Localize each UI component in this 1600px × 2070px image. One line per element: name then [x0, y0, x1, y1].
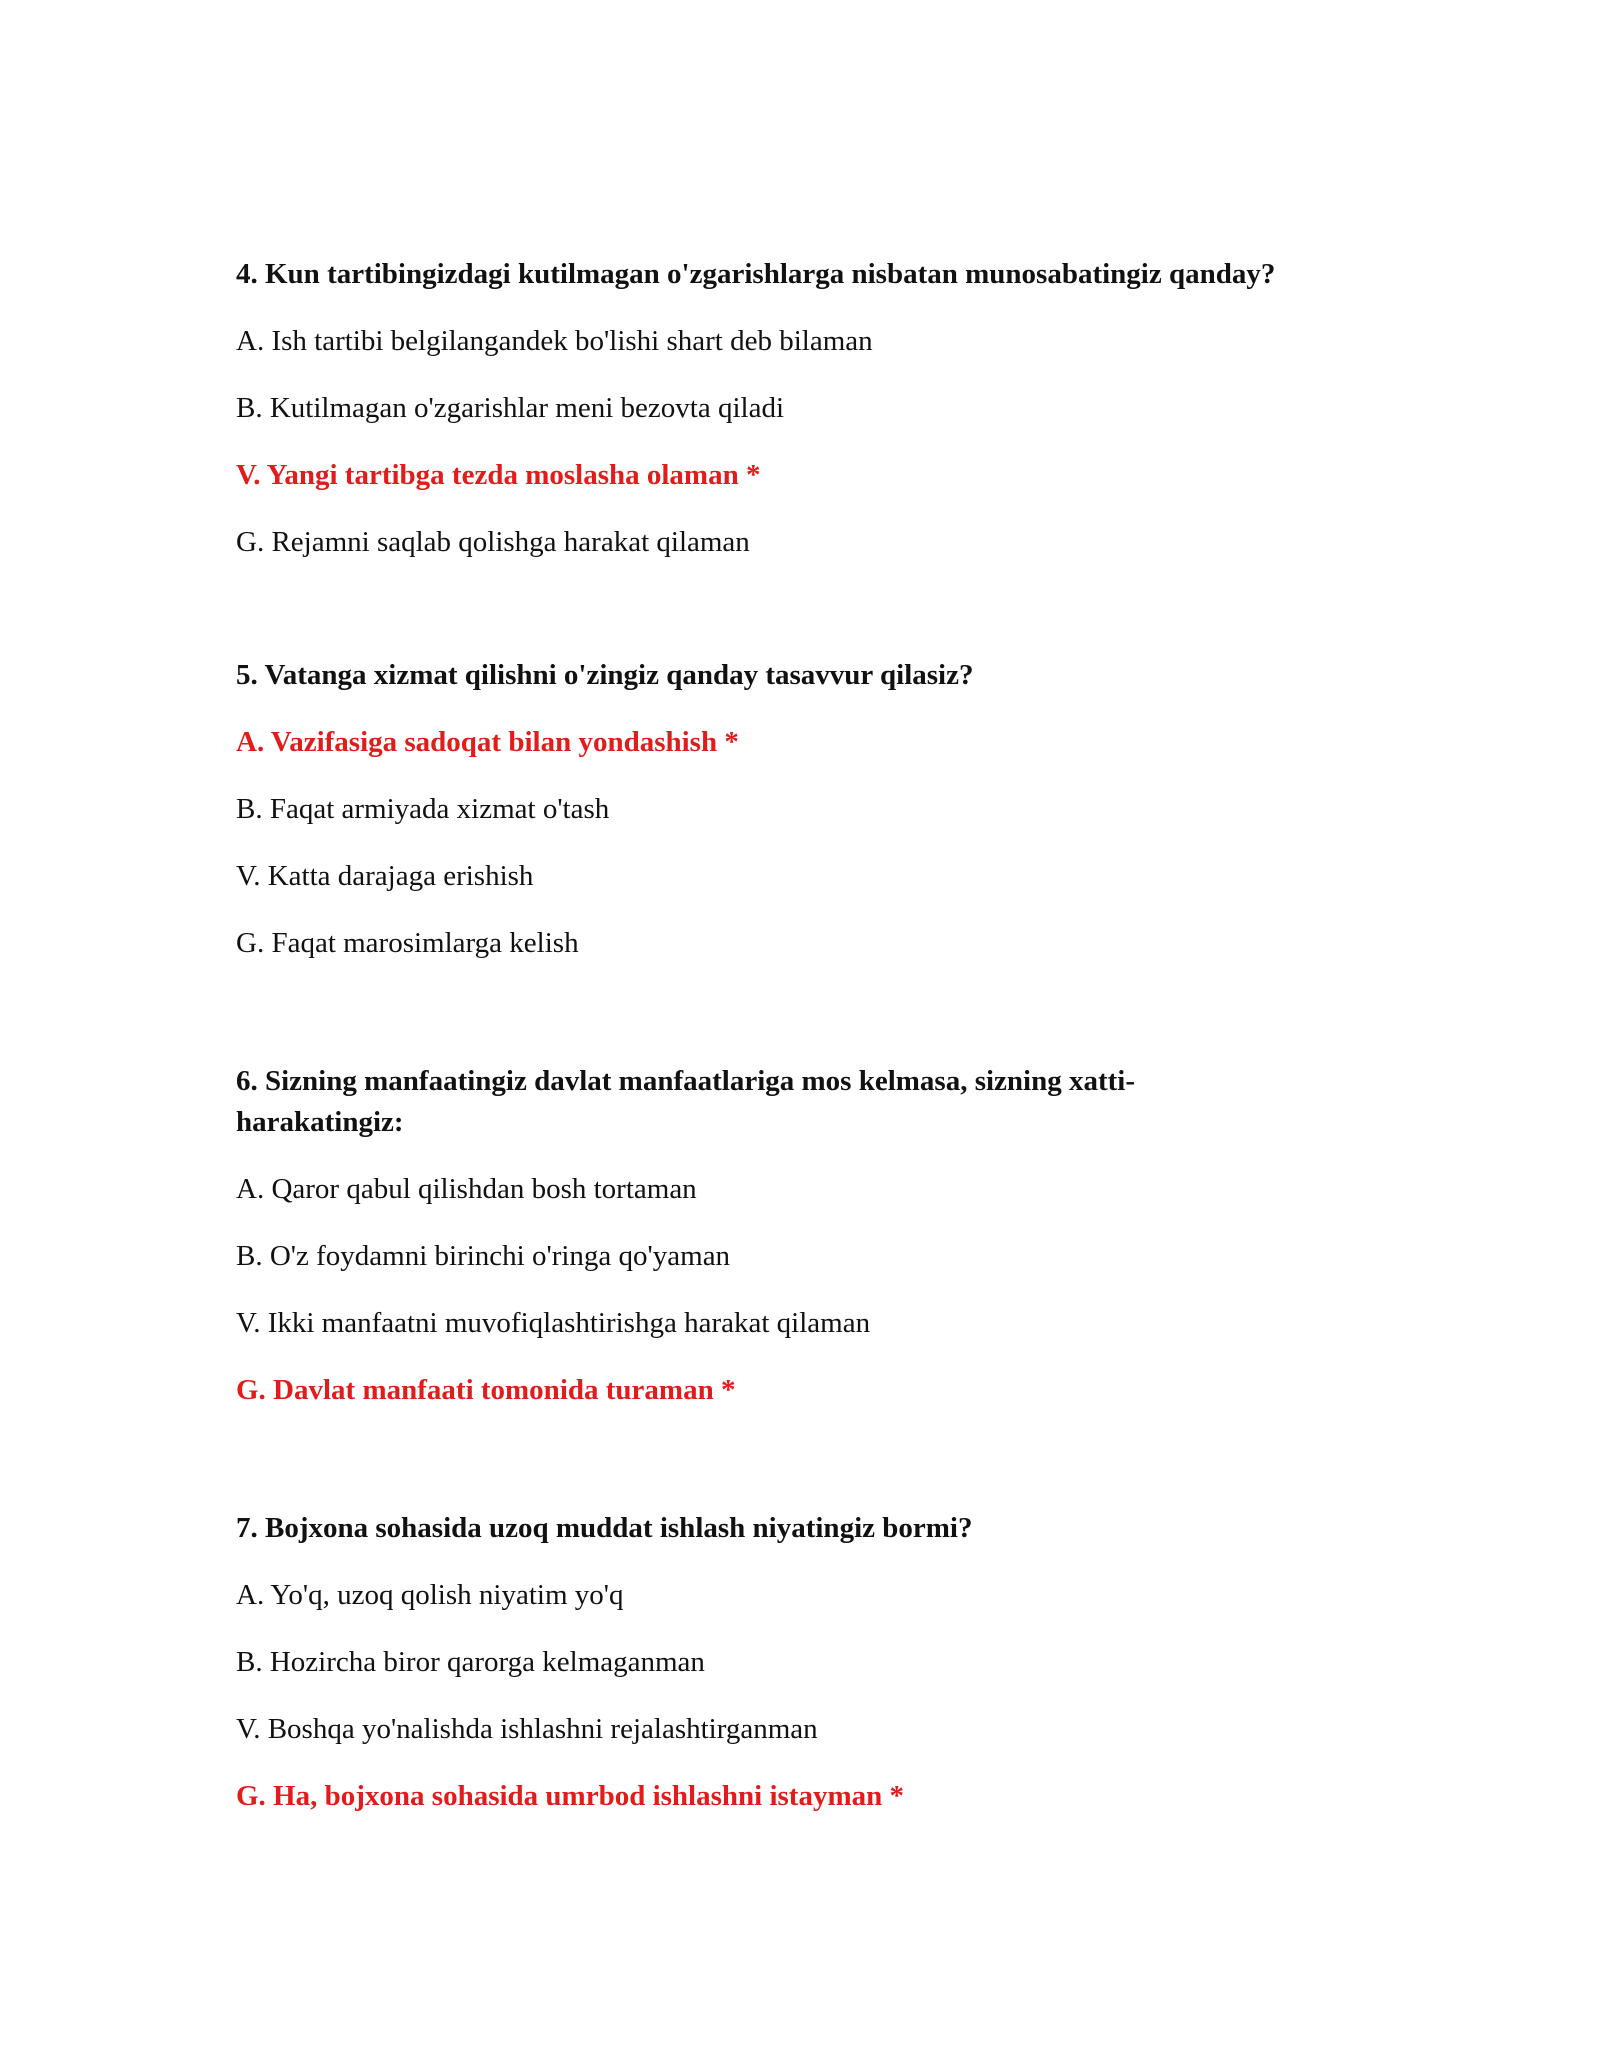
option-b: B. Faqat armiyada xizmat o'tash — [236, 793, 610, 825]
option-v: V. Ikki manfaatni muvofiqlashtirishga harakat qilaman — [236, 1307, 871, 1339]
option-b: B. Kutilmagan o'zgarishlar meni bezovta qiladi — [236, 392, 785, 424]
question-4 — [236, 254, 1396, 563]
option-g: G. Ha, bojxona sohasida umrbod ishlashni istayman * — [236, 1780, 904, 1812]
question-7 — [236, 1508, 1396, 1817]
option-a: A. Qaror qabul qilishdan bosh tortaman — [236, 1173, 697, 1205]
option-g: G. Davlat manfaati tomonida turaman * — [236, 1374, 736, 1406]
option-a: A. Vazifasiga sadoqat bilan yondashish * — [236, 726, 739, 758]
option-b: B. Hozircha biror qarorga kelmaganman — [236, 1646, 705, 1678]
question-5 — [236, 655, 1396, 964]
option-a: A. Ish tartibi belgilangandek bo'lishi shart deb bilaman — [236, 325, 873, 357]
option-v: V. Boshqa yo'nalishda ishlashni rejalashtirganman — [236, 1713, 818, 1745]
option-g: G. Faqat marosimlarga kelish — [236, 927, 579, 959]
question-text: 6. Sizning manfaatingiz davlat manfaatlariga mos kelmasa, sizning xatti-harakatingiz: — [236, 1065, 1136, 1138]
question-6 — [236, 1061, 1396, 1411]
option-g: G. Rejamni saqlab qolishga harakat qilaman — [236, 526, 750, 558]
option-b: B. O'z foydamni birinchi o'ringa qo'yaman — [236, 1240, 731, 1272]
option-a: A. Yo'q, uzoq qolish niyatim yo'q — [236, 1579, 624, 1611]
question-text: 4. Kun tartibingizdagi kutilmagan o'zgarishlarga nisbatan munosabatingiz qanday? — [236, 258, 1276, 290]
question-text: 7. Bojxona sohasida uzoq muddat ishlash niyatingiz bormi? — [236, 1512, 973, 1544]
option-v: V. Yangi tartibga tezda moslasha olaman * — [236, 459, 761, 491]
option-v: V. Katta darajaga erishish — [236, 860, 534, 892]
question-text: 5. Vatanga xizmat qilishni o'zingiz qanday tasavvur qilasiz? — [236, 659, 974, 691]
